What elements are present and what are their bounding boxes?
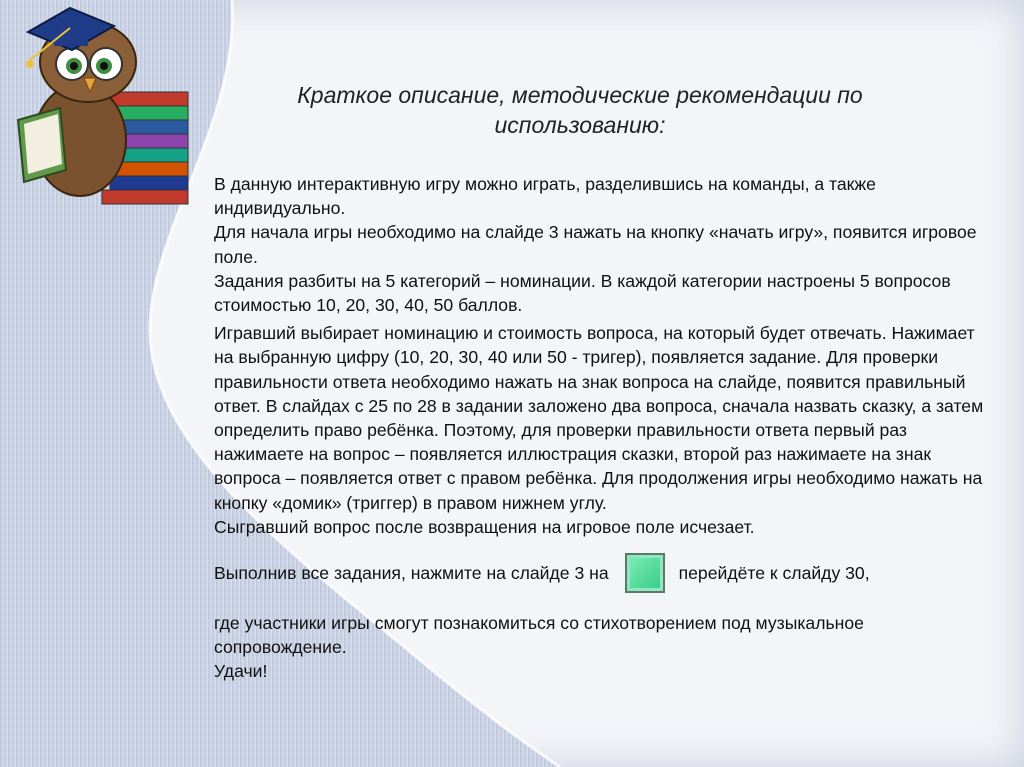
owl-with-books-illustration — [10, 0, 200, 210]
instruction-before: Выполнив все задания, нажмите на слайде 3 на — [214, 562, 609, 583]
title-line-2: использованию: — [494, 112, 666, 138]
green-square-button[interactable] — [625, 553, 665, 593]
title-line-1: Краткое описание, методические рекомендации по — [297, 82, 863, 108]
paragraph-closing: где участники игры смогут познакомиться со стихотворением под музыкальное сопровождение. Удачи! — [214, 613, 864, 682]
paragraph-intro: В данную интерактивную игру можно играть, разделившись на команды, а также индивидуально. Для начала игры необходимо на слайде 3 нажать на кнопку «начать игру», появится игровое поле. Задания разбиты на 5 категорий – номинации. В каждой категории настроены 5 вопросов стоимостью 10, 20, 30, 40, 50 баллов. — [214, 174, 977, 316]
description-body — [214, 172, 994, 684]
instruction-row — [214, 553, 994, 593]
instruction-after: перейдёте к слайду 30, — [678, 562, 870, 583]
paragraph-gameplay: Игравший выбирает номинацию и стоимость вопроса, на который будет отвечать. Нажимает на выбранную цифру (10, 20, 30, 40 или 50 - тригер), появляется задание. Для проверки правильности ответа необходимо нажать на знак вопроса на слайде, появится правильный ответ. В слайдах с 25 по 28 в задании заложено два вопроса, сначала назвать сказку, а затем определить право ребёнка. Поэтому, для проверки правильности ответа первый раз нажимаете на вопрос – появляется иллюстрация сказки, второй раз нажимаете на знак вопроса – появляется ответ с правом ребёнка. Для продолжения игры необходимо нажать на кнопку «домик» (триггер) в правом нижнем углу. Сыгравший вопрос после возвращения на игровое поле исчезает. — [214, 323, 984, 537]
slide-title — [240, 80, 920, 140]
